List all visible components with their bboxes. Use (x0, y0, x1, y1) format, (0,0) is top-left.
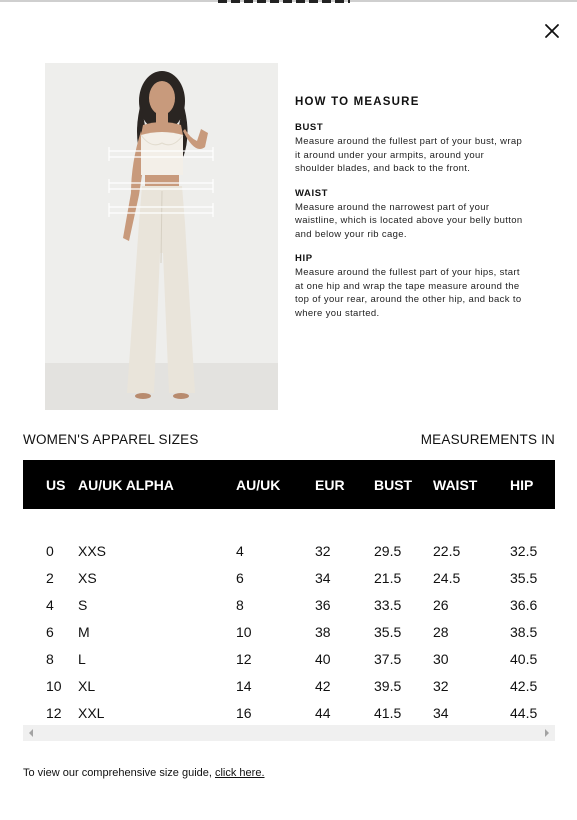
header-hip: HIP (510, 477, 534, 493)
cell-hip: 32.5 (510, 543, 538, 559)
cell-eur: 34 (315, 570, 331, 586)
bust-label: BUST (295, 122, 324, 133)
size-guide-text: To view our comprehensive size guide, (23, 767, 215, 779)
header-au-uk-alpha: AU/UK ALPHA (78, 477, 174, 493)
table-row (23, 645, 555, 672)
size-guide-note (23, 767, 265, 779)
size-guide-link[interactable]: click here. (214, 767, 265, 779)
cell-au-uk-alpha: S (78, 597, 88, 613)
cell-au-uk: 8 (236, 597, 244, 613)
header-eur: EUR (315, 477, 345, 493)
cell-eur: 38 (315, 624, 331, 640)
waist-label: WAIST (295, 187, 329, 199)
cell-waist: 22.5 (433, 543, 461, 559)
cell-hip: 36.6 (510, 597, 538, 613)
cell-hip: 35.5 (510, 570, 538, 586)
cell-bust: 37.5 (374, 651, 402, 667)
cell-hip: 40.5 (510, 651, 538, 667)
scroll-left-icon[interactable] (29, 729, 33, 737)
cell-au-uk: 10 (236, 624, 252, 640)
cell-au-uk-alpha: XL (78, 678, 96, 694)
cell-bust: 35.5 (374, 624, 402, 640)
model-photo (45, 63, 278, 410)
cell-hip: 38.5 (510, 624, 538, 640)
cell-bust: 39.5 (374, 678, 402, 694)
cell-au-uk: 6 (236, 570, 244, 586)
table-row (23, 564, 555, 591)
cell-us: 8 (46, 651, 54, 667)
cell-us: 6 (46, 624, 54, 640)
table-row (23, 618, 555, 645)
cell-au-uk: 4 (236, 543, 244, 559)
cell-au-uk: 16 (236, 705, 252, 721)
hip-label: HIP (295, 253, 313, 264)
cell-eur: 36 (315, 597, 331, 613)
cell-bust: 33.5 (374, 597, 402, 613)
cell-hip: 44.5 (510, 705, 538, 721)
waist-text: Measure around the narrowest part of your waistline, which is located above your belly button and below your rib cage. (295, 201, 523, 240)
cell-au-uk-alpha: XS (78, 570, 97, 586)
header-bust: BUST (374, 477, 413, 493)
cell-bust: 41.5 (374, 705, 402, 721)
cell-hip: 42.5 (510, 678, 538, 694)
table-row (23, 699, 555, 722)
waist-instructions (295, 188, 525, 242)
cell-waist: 26 (433, 597, 449, 613)
cell-au-uk: 12 (236, 651, 252, 667)
cell-au-uk-alpha: M (78, 624, 90, 640)
table-row (23, 537, 555, 564)
cell-us: 10 (46, 678, 62, 694)
cell-au-uk: 14 (236, 678, 252, 694)
how-to-measure-section (295, 96, 525, 332)
cell-us: 4 (46, 597, 54, 613)
cell-us: 0 (46, 543, 54, 559)
table-header (23, 460, 555, 509)
size-chart-title: WOMEN'S APPAREL SIZES (23, 432, 199, 447)
size-table[interactable] (23, 460, 555, 722)
cell-au-uk-alpha: L (78, 651, 86, 667)
cell-waist: 30 (433, 651, 449, 667)
cell-au-uk-alpha: XXS (78, 543, 107, 559)
how-to-measure-title: HOW TO MEASURE (295, 96, 420, 108)
hip-text: Measure around the fullest part of your hips, start at one hip and wrap the tape measure around the top of your rear, around the other hip, and back to where you started. (295, 267, 522, 319)
table-row (23, 591, 555, 618)
cell-eur: 42 (315, 678, 331, 694)
measurement-units-label: MEASUREMENTS IN (420, 432, 555, 447)
close-button[interactable] (541, 20, 563, 42)
scroll-right-icon[interactable] (545, 729, 549, 737)
bust-instructions (295, 122, 525, 176)
header-au-uk: AU/UK (236, 477, 281, 493)
cell-eur: 44 (315, 705, 331, 721)
cell-us: 2 (46, 570, 54, 586)
header-us: US (46, 477, 66, 493)
horizontal-scrollbar[interactable] (23, 725, 555, 741)
brand-logo (218, 0, 350, 3)
close-icon (541, 20, 563, 42)
cell-us: 12 (46, 705, 62, 721)
cell-waist: 28 (433, 624, 449, 640)
table-row (23, 672, 555, 699)
cell-eur: 32 (315, 543, 331, 559)
cell-bust: 21.5 (374, 570, 402, 586)
cell-eur: 40 (315, 651, 331, 667)
hip-instructions (295, 253, 525, 320)
cell-au-uk-alpha: XXL (78, 705, 105, 721)
cell-bust: 29.5 (374, 543, 402, 559)
bust-text: Measure around the fullest part of your bust, wrap it around under your armpits, around your shoulder blades, and back to the front. (295, 136, 523, 174)
cell-waist: 24.5 (433, 570, 461, 586)
cell-waist: 34 (433, 705, 449, 721)
model-illustration (45, 63, 278, 410)
cell-waist: 32 (433, 678, 449, 694)
header-waist: WAIST (433, 477, 478, 493)
